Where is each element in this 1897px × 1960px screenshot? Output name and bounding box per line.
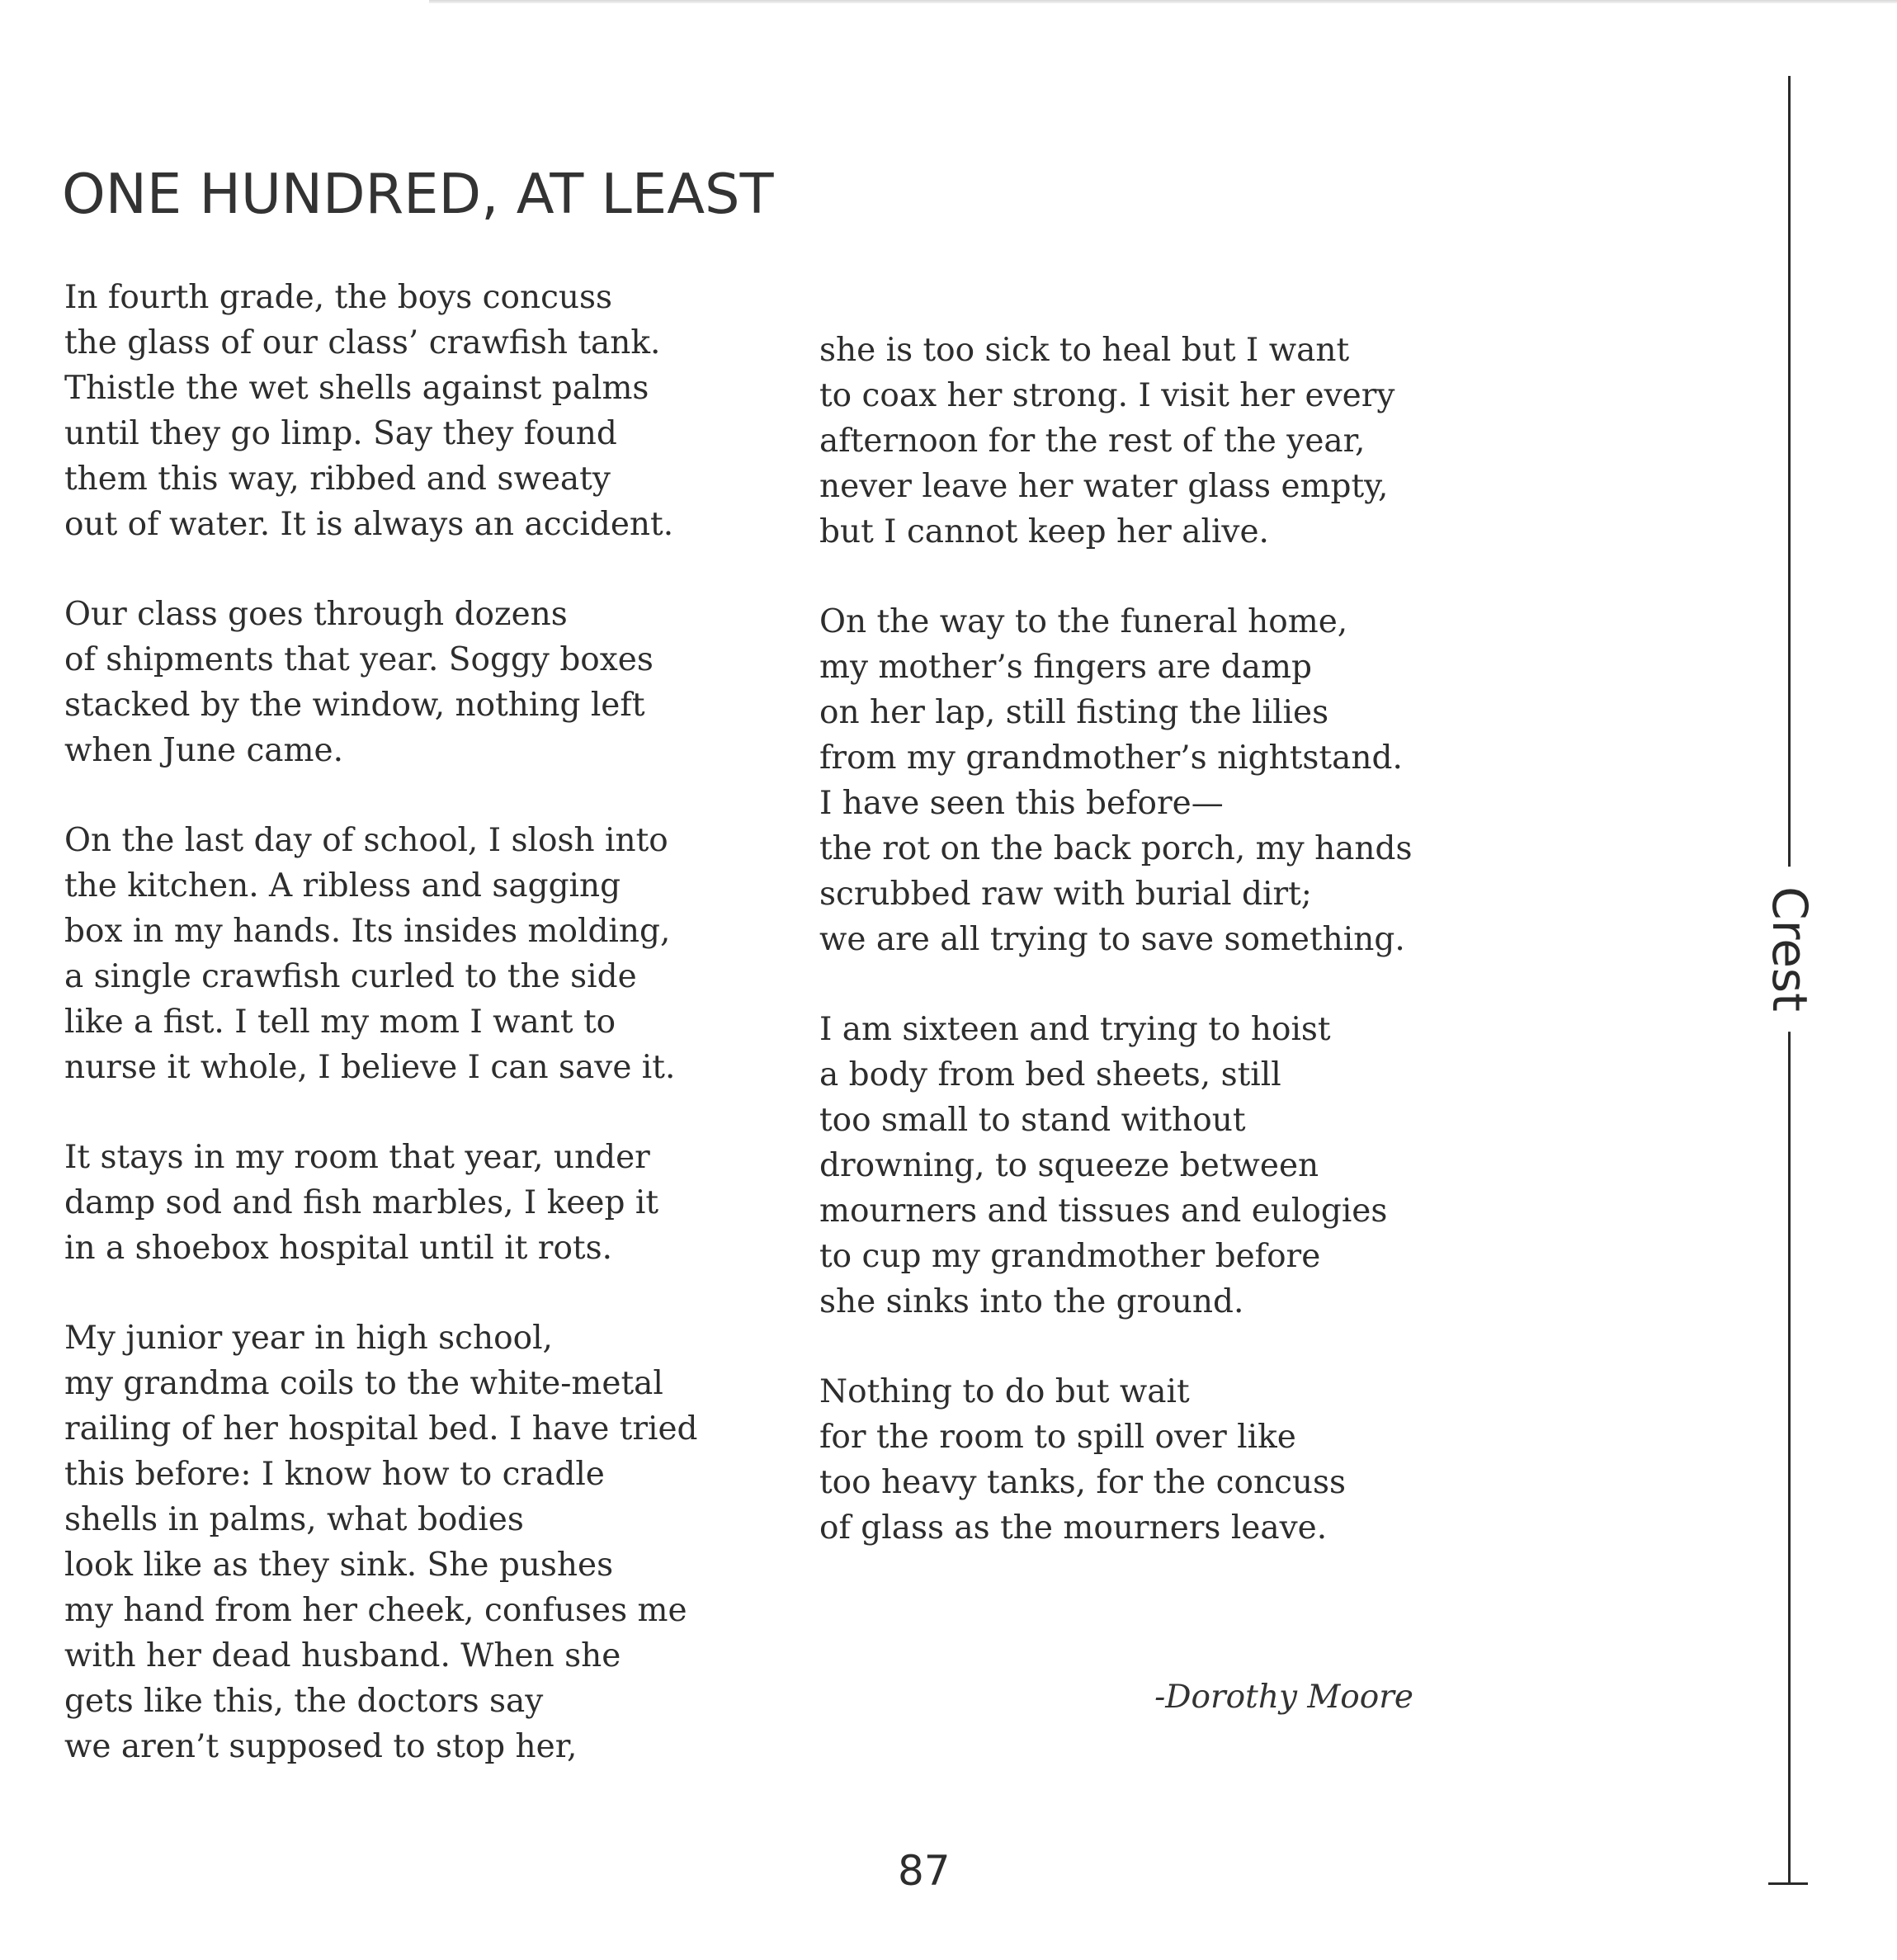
poem-line: shells in palms, what bodies: [64, 1501, 524, 1538]
poem-line: the kitchen. A ribless and sagging: [64, 867, 621, 904]
poem-line: of glass as the mourners leave.: [819, 1509, 1328, 1547]
poem-line: On the last day of school, I slosh into: [64, 822, 668, 859]
poem-line: but I cannot keep her alive.: [819, 513, 1269, 550]
stanza: [819, 1007, 1529, 1325]
poem-line: box in my hands. Its insides molding,: [64, 913, 671, 950]
poem-line: on her lap, still fisting the lilies: [819, 694, 1329, 731]
poem-line: Nothing to do but wait: [819, 1373, 1190, 1410]
poem-line: with her dead husband. When she: [64, 1637, 621, 1674]
poem-line: this before: I know how to cradle: [64, 1456, 605, 1493]
poem-line: I have seen this before—: [819, 785, 1224, 822]
poem-author: -Dorothy Moore: [1154, 1679, 1413, 1716]
poem-line: from my grandmother’s nightstand.: [819, 739, 1403, 777]
margin-rule-foot: [1768, 1882, 1808, 1885]
poem-line: until they go limp. Say they found: [64, 415, 617, 452]
poem-line: I am sixteen and trying to hoist: [819, 1011, 1331, 1048]
poem-line: to cup my grandmother before: [819, 1238, 1321, 1275]
stanza: [64, 275, 774, 547]
poem-line: never leave her water glass empty,: [819, 468, 1389, 505]
poem-line: we are all trying to save something.: [819, 921, 1405, 958]
poem-line: On the way to the funeral home,: [819, 603, 1348, 640]
poem-line: scrubbed raw with burial dirt;: [819, 876, 1312, 913]
page-top-edge: [429, 0, 1897, 3]
poem-line: my mother’s fingers are damp: [819, 649, 1312, 686]
poem-line: Our class goes through dozens: [64, 596, 568, 633]
poem-line: It stays in my room that year, under: [64, 1139, 650, 1176]
poem-line: when June came.: [64, 732, 343, 769]
poem-line: afternoon for the rest of the year,: [819, 423, 1366, 460]
poem-line: of shipments that year. Soggy boxes: [64, 641, 654, 678]
poem-line: in a shoebox hospital until it rots.: [64, 1230, 613, 1267]
stanza: [819, 599, 1529, 962]
poem-line: too small to stand without: [819, 1102, 1246, 1139]
poem-line: railing of her hospital bed. I have tried: [64, 1410, 698, 1448]
poem-line: the rot on the back porch, my hands: [819, 830, 1413, 867]
poem-line: a single crawfish curled to the side: [64, 958, 637, 995]
page-number: 87: [898, 1847, 951, 1895]
poem-line: to coax her strong. I visit her every: [819, 377, 1395, 414]
poem-line: nurse it whole, I believe I can save it.: [64, 1049, 676, 1086]
stanza: [819, 328, 1529, 555]
stanza: [64, 1135, 774, 1271]
poem-line: too heavy tanks, for the concuss: [819, 1464, 1347, 1501]
poem-line: look like as they sink. She pushes: [64, 1547, 614, 1584]
poem-line: gets like this, the doctors say: [64, 1683, 544, 1720]
poem-line: like a fist. I tell my mom I want to: [64, 1004, 616, 1041]
poem-line: a body from bed sheets, still: [819, 1056, 1281, 1093]
poem-right-column: [819, 328, 1529, 1595]
side-label-crest: Crest: [1762, 867, 1818, 1032]
poem-line: we aren’t supposed to stop her,: [64, 1728, 578, 1765]
poem-left-column: [64, 275, 774, 1814]
poem-line: drowning, to squeeze between: [819, 1147, 1319, 1184]
stanza: [64, 818, 774, 1090]
poem-line: In fourth grade, the boys concuss: [64, 279, 613, 316]
poem-line: them this way, ribbed and sweaty: [64, 460, 611, 498]
poem-line: damp sod and fish marbles, I keep it: [64, 1184, 658, 1221]
poem-line: Thistle the wet shells against palms: [64, 370, 649, 407]
poem-line: she sinks into the ground.: [819, 1283, 1244, 1320]
poem-line: stacked by the window, nothing left: [64, 687, 645, 724]
poem-line: the glass of our class’ crawfish tank.: [64, 324, 661, 361]
stanza: [64, 592, 774, 773]
poem-line: my grandma coils to the white-metal: [64, 1365, 663, 1402]
poem-line: out of water. It is always an accident.: [64, 506, 674, 543]
poem-line: My junior year in high school,: [64, 1320, 553, 1357]
poem-line: for the room to spill over like: [819, 1419, 1296, 1456]
stanza: [819, 1369, 1529, 1551]
poem-line: mourners and tissues and eulogies: [819, 1193, 1388, 1230]
stanza: [64, 1315, 774, 1769]
poem-line: she is too sick to heal but I want: [819, 332, 1350, 369]
poem-title: ONE HUNDRED, AT LEAST: [62, 162, 774, 226]
poem-line: my hand from her cheek, confuses me: [64, 1592, 687, 1629]
